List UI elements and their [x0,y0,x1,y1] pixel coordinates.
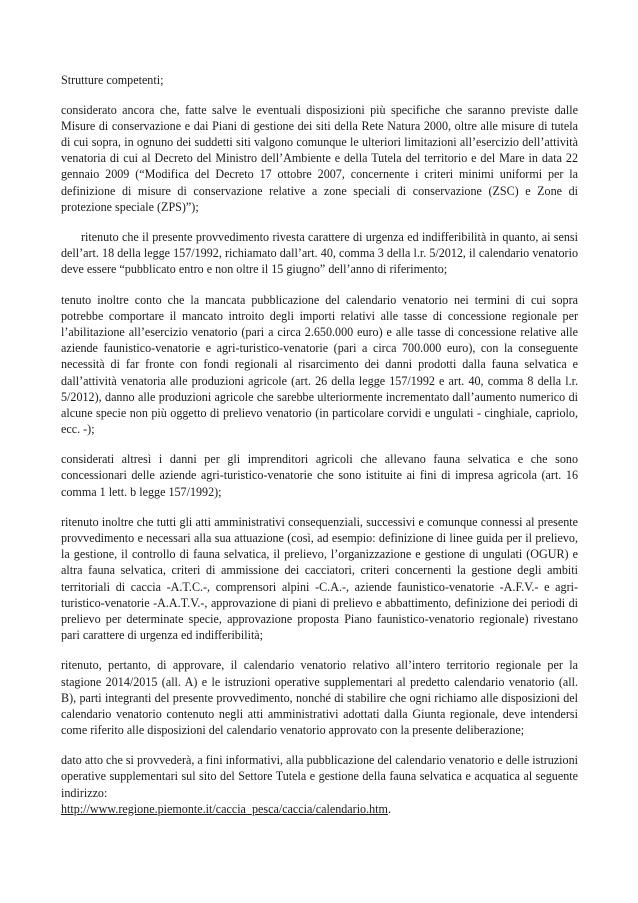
paragraph-ritenuto-urgenza: ritenuto che il presente provvedimento rivesta carattere di urgenza ed indifferibilità in quanto, ai sensi dell’art. 18 della legge 157/1992, richiamato dall’art. 40, comma 3 della l.r. 5/2012, il calendario venatorio deve essere “pubblicato entro e non oltre il 15 giugno” dell’anno di riferimento; [61,230,578,277]
dato-atto-text: dato atto che si provvederà, a fini informativi, alla pubblicazione del calendario venatorio e delle istruzioni operative supplementari sul sito del Settore Tutela e gestione della fauna selvatica e acquatica al seguente indirizzo: [61,753,578,800]
paragraph-considerati-danni: considerati altresì i danni per gli imprenditori agricoli che allevano fauna selvatica e che sono concessionari delle aziende agri-turistico-venatorie che sono istituite ai fini di impresa agricola (art. 16 comma 1 lett. b legge 157/1992); [61,452,578,499]
calendar-link[interactable]: http://www.regione.piemonte.it/caccia_pesca/caccia/calendario.htm [61,801,388,816]
paragraph-tenuto-conto: tenuto inoltre conto che la mancata pubblicazione del calendario venatorio nei termini di cui sopra potrebbe comportare il mancato introito degli importi relativi alle tasse di concessione regionale per l’abilitazione all’esercizio venatorio (pari a circa 2.650.000 euro) e alle tasse di concessione relative alle aziende faunistico-venatorie e agri-turistico-venatorie (pari a circa 700.000 euro), con la conseguente necessità di far fronte con fondi regionali al risarcimento dei danni prodotti dalla fauna selvatica e dall’attività venatoria alle produzioni agricole (art. 26 della legge 157/1992 e art. 40, comma 8 della l.r. 5/2012), danno alle produzioni agricole che sarebbe ulteriormente incrementato dall’aumento numerico di alcune specie non più oggetto di prelievo venatorio (in particolare corvidi e ungulati - cinghiale, capriolo, ecc. -); [61,293,578,436]
link-suffix: . [387,801,391,816]
paragraph-strutture: Strutture competenti; [61,73,164,87]
paragraph-ritenuto-atti: ritenuto inoltre che tutti gli atti amministrativi consequenziali, successivi e comunque connessi al presente provvedimento e necessari alla sua attuazione (così, ad esempio: definizione di linee guida per il prelievo, la gestione, il controllo di fauna selvatica, il prelievo, l’organizzazione e gestione di ungulati (OGUR) e altra fauna selvatica, criteri di ammissione dei cacciatori, criteri concernenti la gestione degli ambiti territoriali di caccia -A.T.C.-, comprensori alpini -C.A.-, aziende faunistico-venatorie -A.F.V.- e agri-turistico-venatorie -A.A.T.V.-, approvazione di piani di prelievo e abbattimento, definizione dei periodi di prelievo per determinate specie, approvazione proposta Piano faunistico-venatorio regionale) rivestano pari carattere di urgenza ed indifferibilità; [61,515,578,642]
paragraph-ritenuto-approvare: ritenuto, pertanto, di approvare, il calendario venatorio relativo all’intero territorio regionale per la stagione 2014/2015 (all. A) e le istruzioni operative supplementari al predetto calendario venatorio (all. B), parti integranti del presente provvedimento, nonché di stabilire che ogni richiamo alle disposizioni del calendario venatorio contenuto negli atti amministrativi adottati dalla Giunta regionale, deve intendersi come riferito alle disposizioni del calendario venatorio approvato con la presente deliberazione; [61,658,578,737]
paragraph-considerato: considerato ancora che, fatte salve le eventuali disposizioni più specifiche che saranno previste dalle Misure di conservazione e dai Piani di gestione dei siti della Rete Natura 2000, oltre alle misure di tutela di cui sopra, in ognuno dei suddetti siti valgono comunque le ulteriori limitazioni all’esercizio dell’attività venatoria di cui al Decreto del Ministro dell’Ambiente e della Tutela del territorio e del Mare in data 22 gennaio 2009 (“Modifica del Decreto 17 ottobre 2007, concernente i criteri minimi uniformi per la definizione di misure di conservazione relative a zone speciali di conservazione (ZSC) e Zone di protezione speciale (ZPS)”); [61,103,578,214]
document-page [61,72,578,817]
paragraph-dato-atto [61,752,578,816]
